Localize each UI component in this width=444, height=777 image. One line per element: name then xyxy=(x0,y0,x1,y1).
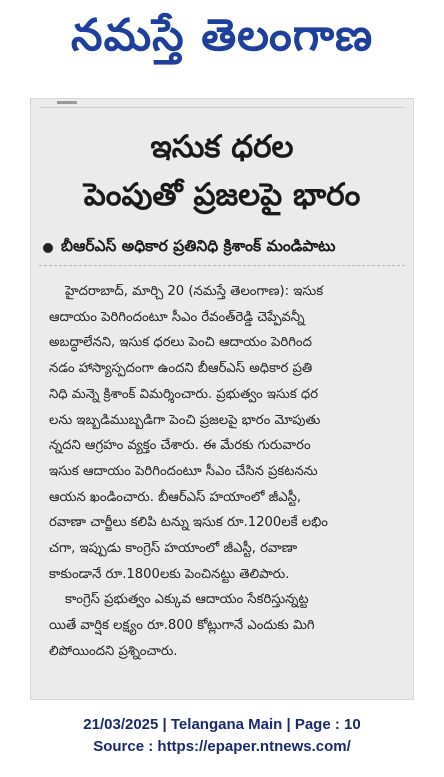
headline-line-1: ఇసుక ధరల xyxy=(150,129,294,165)
body-line: అబద్ధాలేనని, ఇసుక ధరలు పెంచి ఆదాయం పెరిగింద xyxy=(49,335,312,351)
body-line: నిధి మన్నె క్రిశాంక్ విమర్శించారు. ప్రభుత్వం ఇసుక ధర xyxy=(49,386,319,402)
newspaper-masthead xyxy=(0,0,444,82)
body-line: లిపోయిందని ప్రశ్నించారు. xyxy=(49,643,178,659)
body-line: కాంగ్రెస్ ప్రభుత్వం ఎక్కువ ఆదాయం సేకరిస్తున్నట్ట xyxy=(65,592,309,608)
subheadline xyxy=(43,237,405,259)
subheadline-text: బీఆర్‌ఎస్ అధికార ప్రతినిధి క్రిశాంక్ మండిపాటు xyxy=(61,237,336,255)
body-line: రవాణా చార్జీలు కలిపి టన్ను ఇసుక రూ.1200లకే లభిం xyxy=(49,515,328,531)
body-line: యితే వార్షిక లక్ష్యం రూ.800 కోట్లుగానే ఎందుకు మిగి xyxy=(49,618,315,634)
body-line: కాకుండానే రూ.1800లకు పెంచినట్టు తెలిపారు. xyxy=(49,566,290,582)
publication-info: 21/03/2025 | Telangana Main | Page : 10 xyxy=(83,716,361,733)
bullet-icon xyxy=(43,243,53,253)
article-clipping xyxy=(30,98,414,700)
body-line: ఆదాయం పెరిగిందంటూ సీఎం రేవంత్‌రెడ్డి చెప్పేవన్నీ xyxy=(49,309,305,325)
body-line: ఆయన ఖండించారు. బీఆర్‌ఎస్ హయాంలో జీఎస్టీ, xyxy=(49,489,302,505)
body-line: నడం హాస్యాస్పదంగా ఉందని బీఆర్‌ఎస్ అధికార ప్రతి xyxy=(49,361,313,377)
body-line: న్నదని ఆగ్రహం వ్యక్తం చేశారు. ఈ మేరకు గురువారం xyxy=(49,438,311,454)
subhead-divider xyxy=(39,265,405,266)
body-line: హైదరాబాద్, మార్చి 20 (నమస్తే తెలంగాణ): ఇసుక xyxy=(65,284,324,299)
clipping-edge-mark xyxy=(57,101,77,104)
body-line: లను ఇబ్బడిముబ్బడిగా పెంచి ప్రజలపై భారం మోపుతు xyxy=(49,412,321,428)
body-line: చగా, ఇప్పుడు కాంగ్రెస్ హయాంలో జీఎస్టీ, రవాణా xyxy=(49,541,298,557)
body-line: ఇసుక ఆదాయం పెరిగిందంటూ సీఎం చేసిన ప్రకటనను xyxy=(49,463,318,479)
headline-line-2: పెంపుతో ప్రజలపై భారం xyxy=(83,177,361,213)
top-divider xyxy=(39,107,405,108)
masthead-title: నమస్తే తెలంగాణ xyxy=(70,10,374,61)
article-body xyxy=(49,279,395,665)
source-link[interactable]: Source : https://epaper.ntnews.com/ xyxy=(93,738,351,755)
